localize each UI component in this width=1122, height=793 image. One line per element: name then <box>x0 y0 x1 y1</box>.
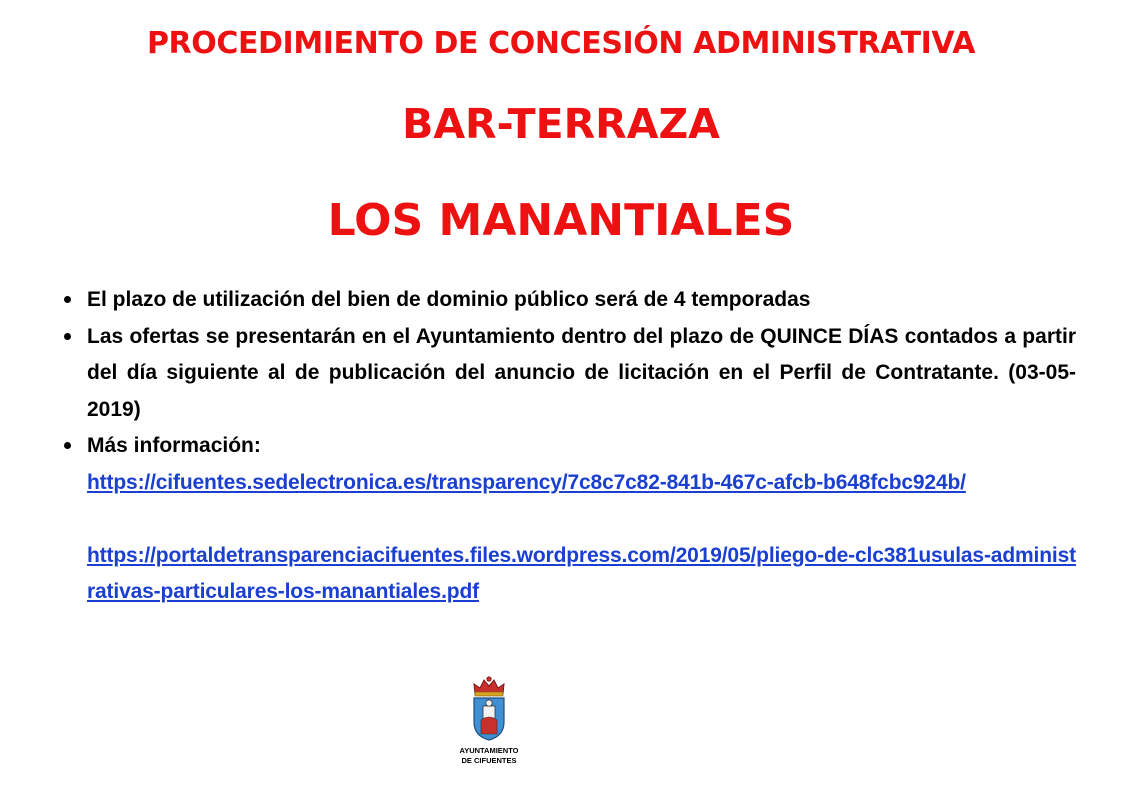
pliego-pdf-link[interactable]: https://portaldetransparenciacifuentes.files.wordpress.com/2019/05/pliego-de-clc381usulas-administrativas-particulares-los-manantiales.pdf <box>87 543 1076 603</box>
logo-text-line1: AYUNTAMIENTO <box>459 746 519 755</box>
logo-text-line2: DE CIFUENTES <box>461 756 517 765</box>
list-item-mas-informacion <box>60 428 1076 611</box>
bullet-icon <box>64 296 71 303</box>
title-los-manantiales: LOS MANANTIALES <box>327 195 795 246</box>
list-item-plazo <box>60 282 1076 319</box>
mas-informacion-label: Más información: <box>87 434 261 457</box>
ayuntamiento-logo <box>444 676 534 771</box>
bullet-icon <box>64 333 71 340</box>
sede-electronica-link[interactable]: https://cifuentes.sedelectronica.es/transparency/7c8c7c82-841b-467c-afcb-b648fcbc924b/ <box>87 470 966 494</box>
ofertas-text: Las ofertas se presentarán en el Ayuntamiento dentro del plazo de QUINCE DÍAS contados a partir del día siguiente al de publicación del anuncio de licitación en el Perfil de Contratante. (03-05-2019) <box>87 324 1076 421</box>
bullet-icon <box>64 442 71 449</box>
plazo-text: El plazo de utilización del bien de dominio público será de 4 temporadas <box>87 288 811 311</box>
info-list <box>60 282 1076 611</box>
coat-of-arms-icon <box>470 676 508 742</box>
spacer <box>87 501 1076 538</box>
list-item-ofertas <box>60 319 1076 429</box>
title-bar-terraza: BAR-TERRAZA <box>402 100 720 148</box>
title-procedure: PROCEDIMIENTO DE CONCESIÓN ADMINISTRATIVA <box>146 26 976 61</box>
